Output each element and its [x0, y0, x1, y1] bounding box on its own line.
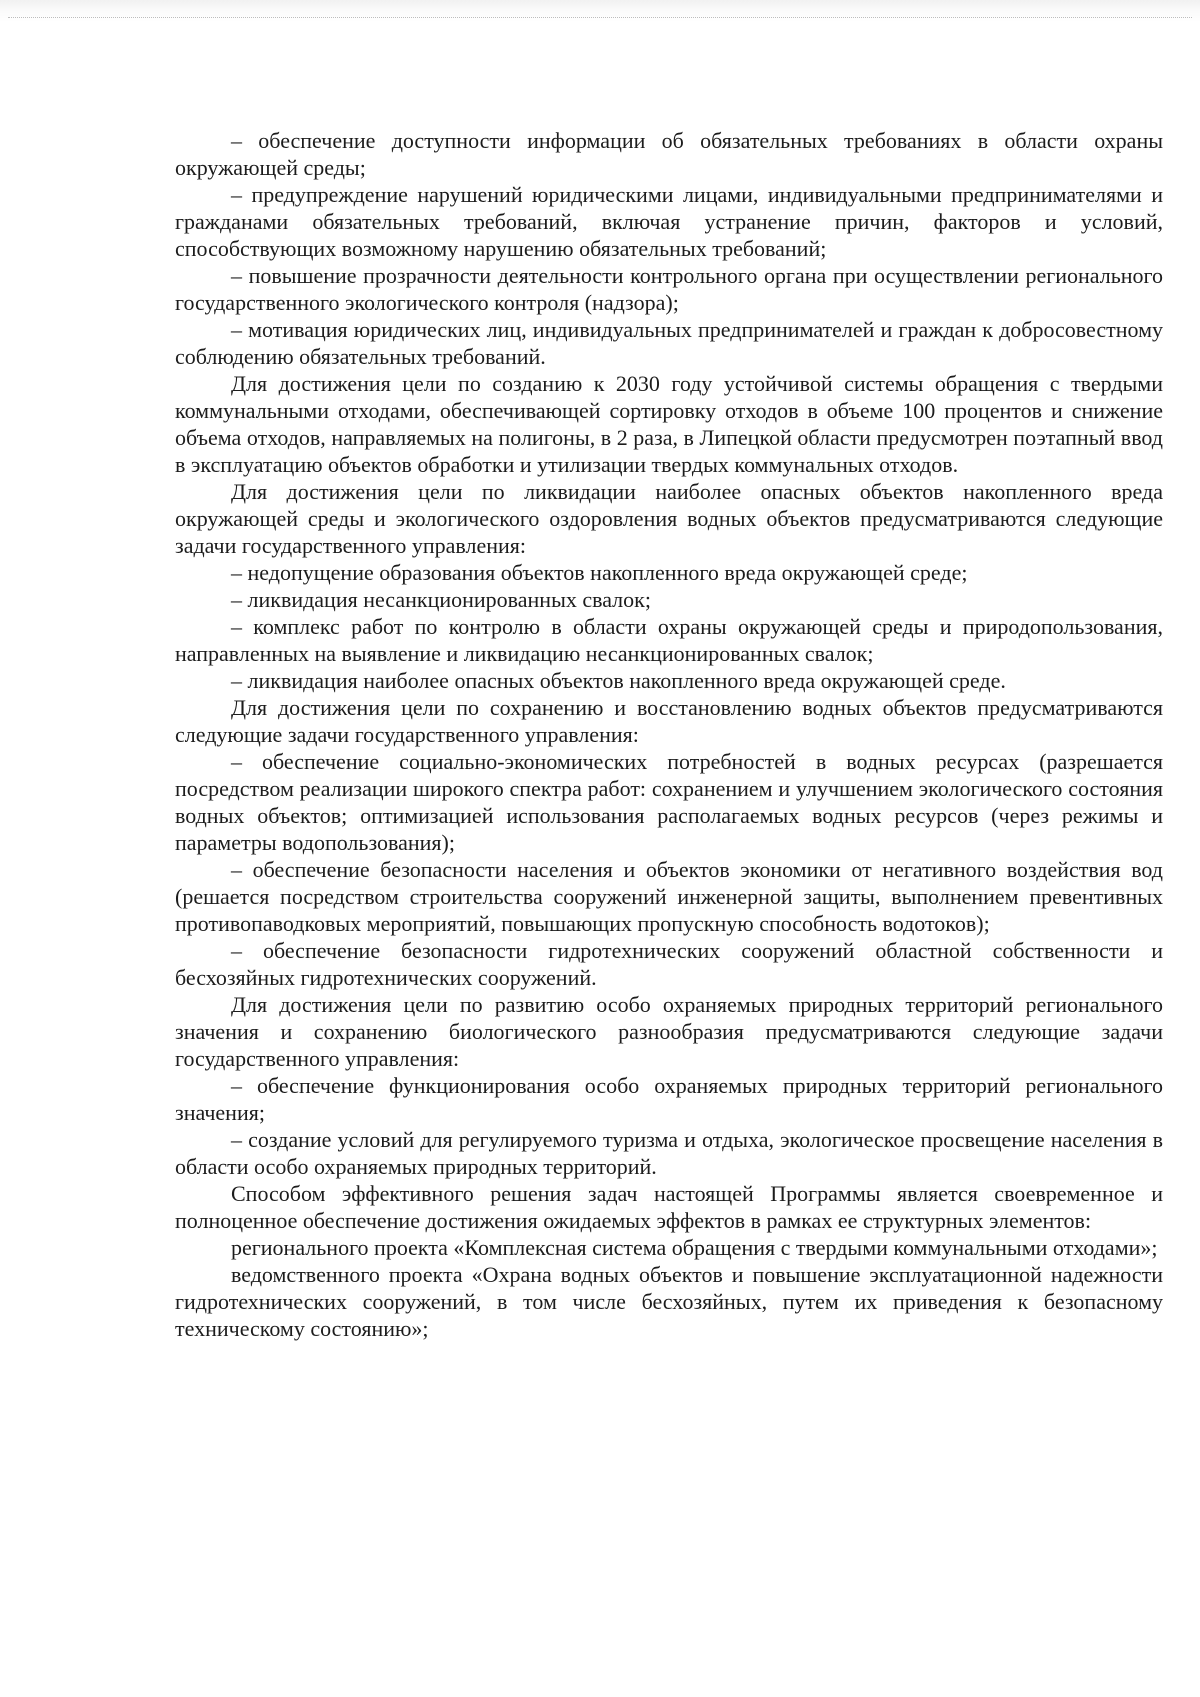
paragraph-protected-areas-goal: Для достижения цели по развитию особо охраняемых природных территорий регионального значения и сохранению биологического разнообразия предусматриваются следующие задачи государственного управления: — [175, 992, 1163, 1071]
paragraph-water-objects-goal: Для достижения цели по сохранению и восстановлению водных объектов предусматриваются следующие задачи государственного управления: — [175, 695, 1163, 747]
paragraph-liquidate-dumps: – ликвидация несанкционированных свалок; — [231, 587, 651, 612]
paragraph-population-safety: – обеспечение безопасности населения и объектов экономики от негативного воздействия вод (решается посредством строительства сооружений инженерной защиты, выполнением превентивных противопаводковых мероприятий, повышающих пропускную способность водотоков); — [175, 857, 1163, 936]
paragraph-protected-areas-functioning: – обеспечение функционирования особо охраняемых природных территорий регионального значения; — [175, 1073, 1163, 1125]
paragraph-effective-solution: Способом эффективного решения задач настоящей Программы является своевременное и полноценное обеспечение достижения ожидаемых эффектов в рамках ее структурных элементов: — [175, 1181, 1163, 1233]
paragraph-departmental-project: ведомственного проекта «Охрана водных объектов и повышение эксплуатационной надежности гидротехнических сооружений, в том числе бесхозяйных, путем их приведения к безопасному техническому состоянию»; — [175, 1262, 1163, 1341]
paragraph-control-works: – комплекс работ по контролю в области охраны окружающей среды и природопользования, направленных на выявление и ликвидацию несанкционированных свалок; — [175, 614, 1163, 666]
scan-edge-artifact — [0, 0, 1200, 22]
paragraph-transparency: – повышение прозрачности деятельности контрольного органа при осуществлении регионального государственного экологического контроля (надзора); — [175, 263, 1163, 315]
paragraph-waste-system-goal: Для достижения цели по созданию к 2030 году устойчивой системы обращения с твердыми коммунальными отходами, обеспечивающей сортировку отходов в объеме 100 процентов и снижение объема отходов, направляемых на полигоны, в 2 раза, в Липецкой области предусмотрен поэтапный ввод в эксплуатацию объектов обработки и утилизации твердых коммунальных отходов. — [175, 371, 1163, 477]
paragraph-regional-project: регионального проекта «Комплексная система обращения с твердыми коммунальными отходами»; — [231, 1235, 1158, 1260]
paragraph-motivation: – мотивация юридических лиц, индивидуальных предпринимателей и граждан к добросовестному соблюдению обязательных требований. — [175, 317, 1163, 369]
paragraph-tourism-conditions: – создание условий для регулируемого туризма и отдыха, экологическое просвещение населения в области особо охраняемых природных территорий. — [175, 1127, 1163, 1179]
paragraph-liquidate-hazardous: – ликвидация наиболее опасных объектов накопленного вреда окружающей среде. — [231, 668, 1006, 693]
paragraph-hydro-safety: – обеспечение безопасности гидротехнических сооружений областной собственности и бесхозяйных гидротехнических сооружений. — [175, 938, 1163, 990]
document-page — [175, 127, 1163, 1342]
paragraph-info-availability: – обеспечение доступности информации об обязательных требованиях в области охраны окружающей среды; — [175, 128, 1163, 180]
paragraph-water-resources-needs: – обеспечение социально-экономических потребностей в водных ресурсах (разрешается посредством реализации широкого спектра работ: сохранением и улучшением экологического состояния водных объектов; оптимизацией использования располагаемых водных ресурсов (через режимы и параметры водопользования); — [175, 749, 1163, 855]
paragraph-accumulated-harm-goal: Для достижения цели по ликвидации наиболее опасных объектов накопленного вреда окружающей среды и экологического оздоровления водных объектов предусматриваются следующие задачи государственного управления: — [175, 479, 1163, 558]
paragraph-prevent-harm-objects: – недопущение образования объектов накопленного вреда окружающей среде; — [231, 560, 968, 585]
paragraph-violation-prevention: – предупреждение нарушений юридическими лицами, индивидуальными предпринимателями и гражданами обязательных требований, включая устранение причин, факторов и условий, способствующих возможному нарушению обязательных требований; — [175, 182, 1163, 261]
